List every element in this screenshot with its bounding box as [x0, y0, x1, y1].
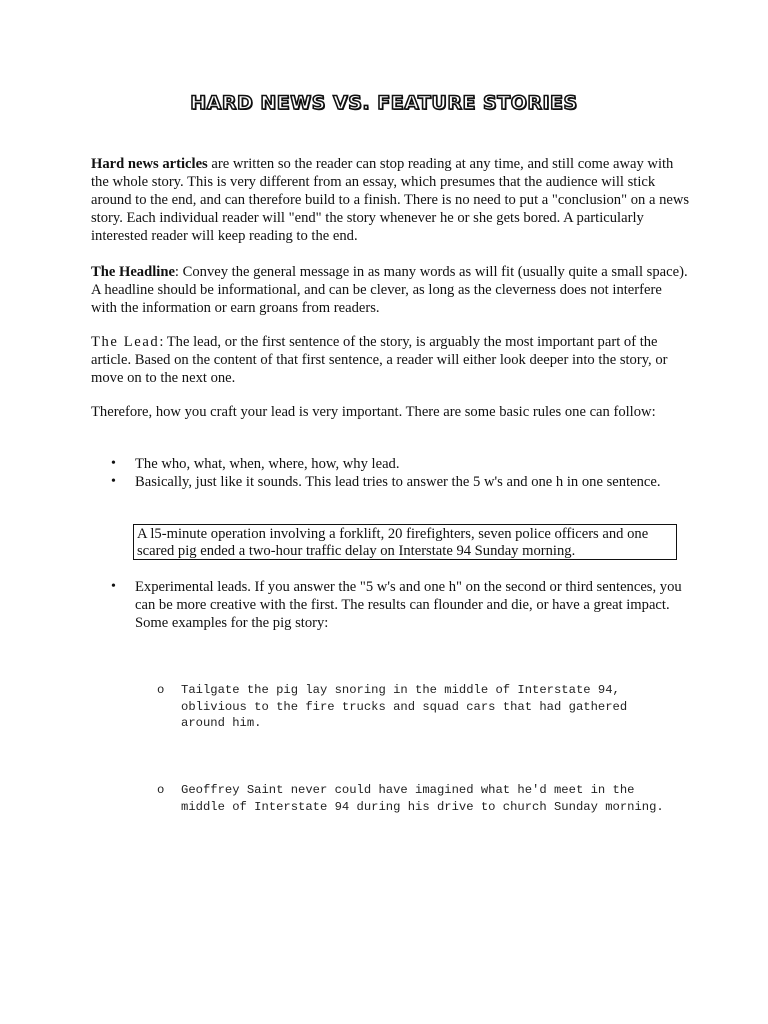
- list-item: [91, 473, 691, 491]
- example-text: Geoffrey Saint never could have imagined what he'd meet in the middle of Interstate 94 during his drive to church Sunday morning.: [181, 783, 664, 814]
- example-item: [157, 682, 677, 732]
- page-title: HARD NEWS VS. FEATURE STORIES: [190, 92, 578, 114]
- bullet-icon: •: [111, 474, 116, 489]
- headline-paragraph: [91, 263, 691, 317]
- headline-text: : Convey the general message in as many words as will fit (usually quite a small space). A headline should be informational, and can be clever, as long as the cleverness does not interfere with the information or earn groans from readers.: [91, 264, 688, 316]
- lead-label: The Lead: [91, 334, 160, 350]
- lead-text: : The lead, or the first sentence of the story, is arguably the most important part of the article. Based on the content of that first sentence, a reader will either look deeper into the story, or move on to the next one.: [91, 334, 668, 386]
- list-item: [91, 578, 691, 632]
- circle-bullet-icon: o: [157, 783, 165, 797]
- intro-text: are written so the reader can stop reading at any time, and still come away with the whole story. This is very different from an essay, which presumes that the audience will stick around to the end, and can therefore build to a finish. There is no need to put a "conclusion" on a news story. Each individual reader will "end" the story whenever he or she gets bored. A particularly interested reader will keep reading to the end.: [91, 156, 690, 244]
- intro-bold-term: Hard news articles: [91, 156, 208, 172]
- example-lead-box: A l5-minute operation involving a forklift, 20 firefighters, seven police officers and one scared pig ended a two-hour traffic delay on Interstate 94 Sunday morning.: [133, 524, 677, 560]
- bullet-list: [91, 455, 691, 491]
- lead-paragraph: [91, 333, 691, 387]
- headline-label: The Headline: [91, 264, 175, 280]
- example-text: Tailgate the pig lay snoring in the middle of Interstate 94, oblivious to the fire trucks and squad cars that had gathered around him.: [181, 683, 628, 730]
- bullet-text: Experimental leads. If you answer the "5 w's and one h" on the second or third sentences, you can be more creative with the first. The results can flounder and die, or have a great impact. Some examples for the pig story:: [135, 579, 682, 631]
- bullet-text: The who, what, when, where, how, why lead.: [135, 456, 400, 472]
- circle-bullet-icon: o: [157, 683, 165, 697]
- list-item: [91, 455, 691, 473]
- therefore-paragraph: Therefore, how you craft your lead is very important. There are some basic rules one can follow:: [91, 404, 656, 420]
- example-item: [157, 782, 677, 815]
- bullet-icon: •: [111, 456, 116, 471]
- intro-paragraph: [91, 155, 691, 245]
- bullet-text: Basically, just like it sounds. This lead tries to answer the 5 w's and one h in one sentence.: [135, 474, 661, 490]
- bullet-list-2: [91, 578, 691, 632]
- bullet-icon: •: [111, 579, 116, 594]
